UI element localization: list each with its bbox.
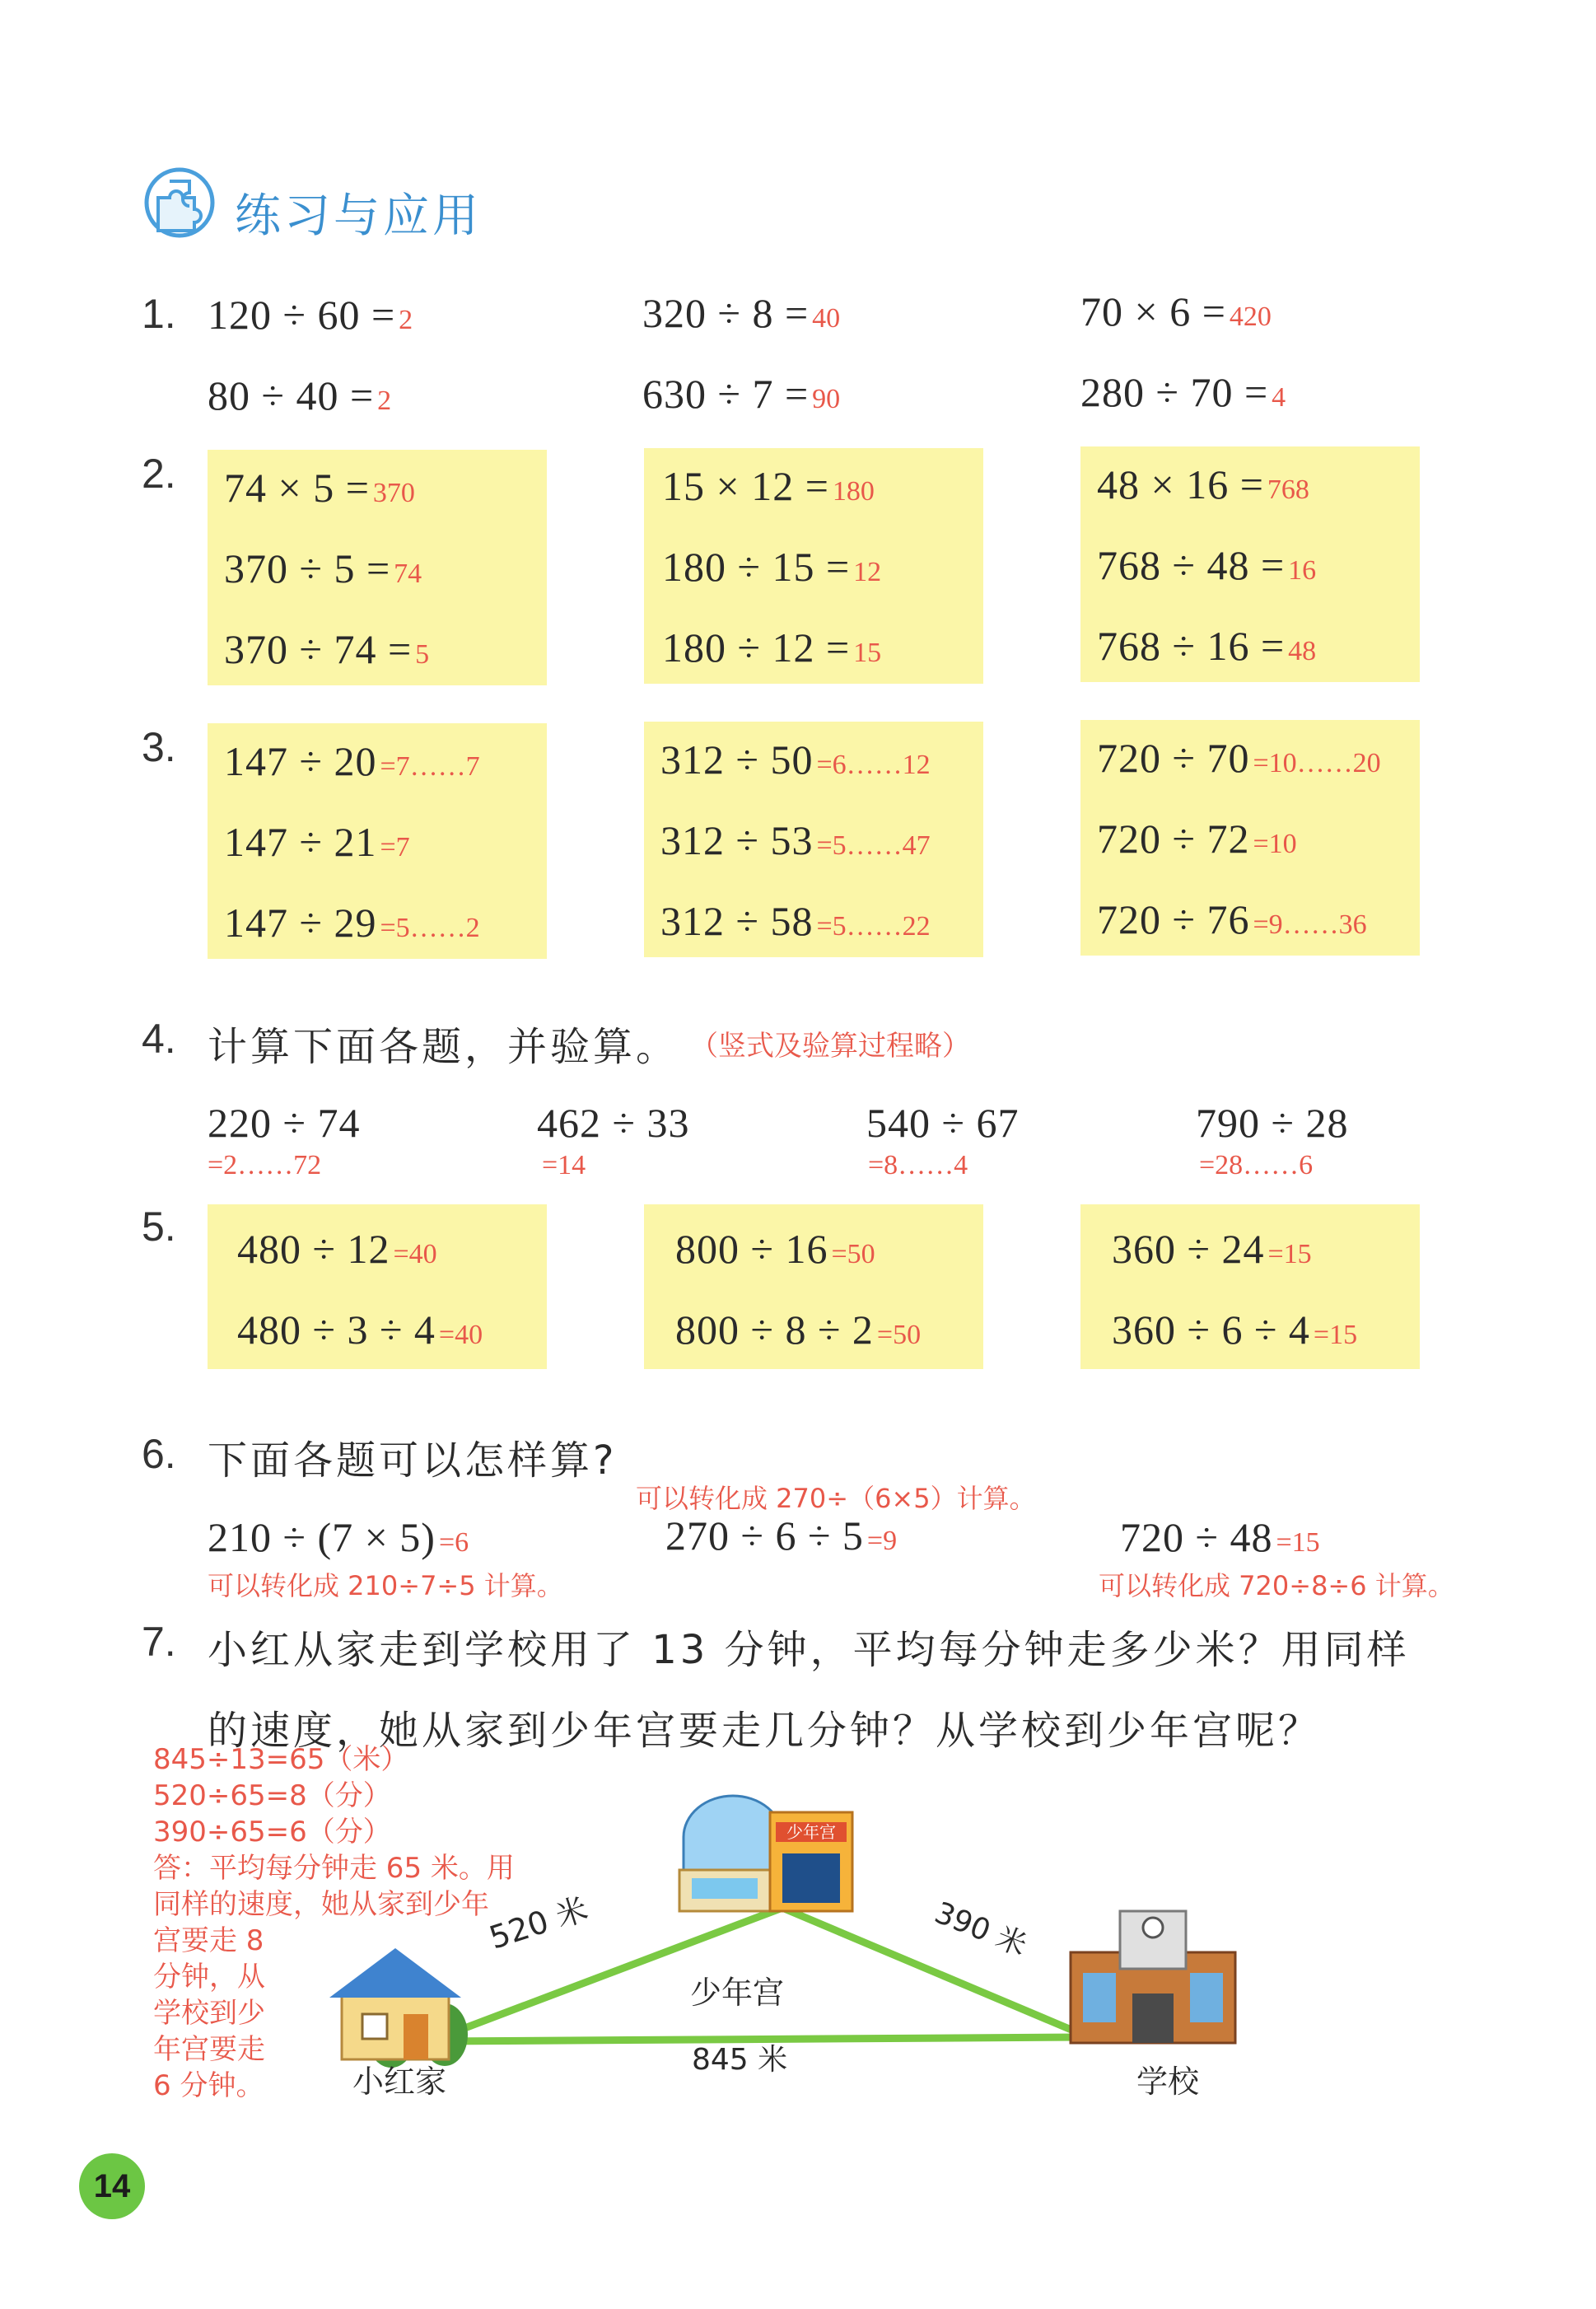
q3-item: 312 ÷ 53 =5……47: [660, 817, 931, 863]
q1-item: 320 ÷ 8 = 40: [642, 290, 841, 336]
q2-item: 370 ÷ 5 = 74: [224, 545, 422, 591]
q3-item: 147 ÷ 29 =5……2: [224, 900, 480, 946]
answer-line: 520÷65=8（分）: [153, 1779, 391, 1812]
q5-item: 360 ÷ 6 ÷ 4 =15: [1112, 1306, 1358, 1353]
school-icon: [1071, 1911, 1235, 2043]
answer-line: 845÷13=65（米）: [153, 1743, 409, 1776]
home-school-distance: 845 米: [692, 2043, 788, 2077]
answer-line: 年宫要走: [153, 2033, 265, 2066]
q4-note: （竖式及验算过程略）: [690, 1030, 970, 1063]
q4-expr: 462 ÷ 33: [537, 1100, 690, 1146]
answer-line: 6 分钟。: [153, 2069, 264, 2102]
q4-answer: =28……6: [1199, 1150, 1314, 1180]
school-label: 学校: [1136, 2064, 1200, 2100]
q1-item: 630 ÷ 7 = 90: [642, 371, 841, 417]
q4-prompt: 计算下面各题，并验算。: [208, 1024, 679, 1070]
q5-item: 360 ÷ 24 =15: [1112, 1226, 1312, 1272]
q1-number: 1.: [142, 291, 176, 337]
page-number: 14: [79, 2153, 145, 2219]
q7-line1: 小红从家走到学校用了 13 分钟，平均每分钟走多少米？用同样: [208, 1627, 1410, 1673]
house-icon: [329, 1948, 468, 2068]
q4-answer: =14: [542, 1150, 586, 1180]
answer-line: 390÷65=6（分）: [153, 1816, 391, 1849]
q5-item: 800 ÷ 16 =50: [675, 1226, 875, 1272]
q1-item: 280 ÷ 70 = 4: [1080, 369, 1286, 415]
answer-line: 宫要走 8: [153, 1924, 264, 1957]
answer-line: 学校到少: [153, 1997, 265, 2030]
q6-note: 可以转化成 270÷（6×5）计算。: [636, 1483, 1036, 1514]
home-palace-distance: 520 米: [484, 1890, 593, 1956]
q4-expr: 790 ÷ 28: [1196, 1100, 1349, 1146]
q6-note: 可以转化成 210÷7÷5 计算。: [208, 1570, 563, 1601]
q2-item: 370 ÷ 74 = 5: [224, 626, 430, 672]
section-title: 练习与应用: [235, 189, 482, 243]
q1-item: 80 ÷ 40 = 2: [208, 372, 392, 418]
q3-item: 312 ÷ 50 =6……12: [660, 736, 931, 783]
q7-line2: 的速度，她从家到少年宫要走几分钟？从学校到少年宫呢？: [208, 1708, 1322, 1754]
q1-item: 70 × 6 = 420: [1080, 288, 1272, 334]
q2-number: 2.: [142, 451, 176, 497]
q4-expr: 540 ÷ 67: [866, 1100, 1020, 1146]
q2-item: 180 ÷ 12 = 15: [662, 624, 882, 671]
q6-item: 270 ÷ 6 ÷ 5 =9: [665, 1512, 898, 1559]
answer-line: 答：平均每分钟走 65 米。用: [153, 1852, 515, 1885]
q4-answer: =8……4: [868, 1150, 968, 1180]
q2-item: 74 × 5 = 370: [224, 465, 415, 511]
q2-item: 768 ÷ 48 = 16: [1097, 542, 1317, 588]
youth-palace-icon: [679, 1796, 852, 1911]
q6-note: 可以转化成 720÷8÷6 计算。: [1099, 1570, 1454, 1601]
q5-item: 800 ÷ 8 ÷ 2 =50: [675, 1306, 922, 1353]
q3-item: 720 ÷ 72 =10: [1097, 816, 1297, 862]
q3-item: 720 ÷ 76 =9……36: [1097, 896, 1367, 942]
q4-expr: 220 ÷ 74: [208, 1100, 361, 1146]
q6-item: 720 ÷ 48 =15: [1120, 1514, 1320, 1560]
q3-number: 3.: [142, 724, 176, 770]
q1-item: 120 ÷ 60 = 2: [208, 292, 413, 338]
q3-item: 147 ÷ 21 =7: [224, 819, 410, 865]
q3-item: 312 ÷ 58 =5……22: [660, 898, 931, 944]
q7-number: 7.: [142, 1619, 176, 1665]
q5-item: 480 ÷ 3 ÷ 4 =40: [237, 1306, 483, 1353]
q2-item: 768 ÷ 16 = 48: [1097, 623, 1317, 669]
q6-number: 6.: [142, 1431, 176, 1477]
answer-line: 分钟，从: [153, 1961, 265, 1993]
palace-school-distance: 390 米: [930, 1895, 1032, 1964]
q5-item: 480 ÷ 12 =40: [237, 1226, 437, 1272]
q3-item: 720 ÷ 70 =10……20: [1097, 735, 1381, 781]
q2-item: 15 × 12 = 180: [662, 463, 875, 509]
q4-answer: =2……72: [208, 1150, 322, 1180]
palace-label: 少年宫: [690, 1975, 785, 2011]
answer-line: 同样的速度，她从家到少年: [153, 1888, 489, 1921]
puzzle-icon: [142, 165, 217, 241]
home-label: 小红家: [352, 2064, 447, 2100]
q2-item: 180 ÷ 15 = 12: [662, 544, 882, 590]
palace-sign: 少年宫: [786, 1822, 836, 1842]
route-map: [296, 1788, 1309, 2101]
q4-number: 4.: [142, 1016, 176, 1062]
q3-item: 147 ÷ 20 =7……7: [224, 738, 480, 784]
q2-item: 48 × 16 = 768: [1097, 461, 1309, 507]
q5-number: 5.: [142, 1204, 176, 1250]
q6-prompt: 下面各题可以怎样算?: [208, 1437, 618, 1484]
q6-item: 210 ÷ (7 × 5) =6: [208, 1514, 469, 1560]
